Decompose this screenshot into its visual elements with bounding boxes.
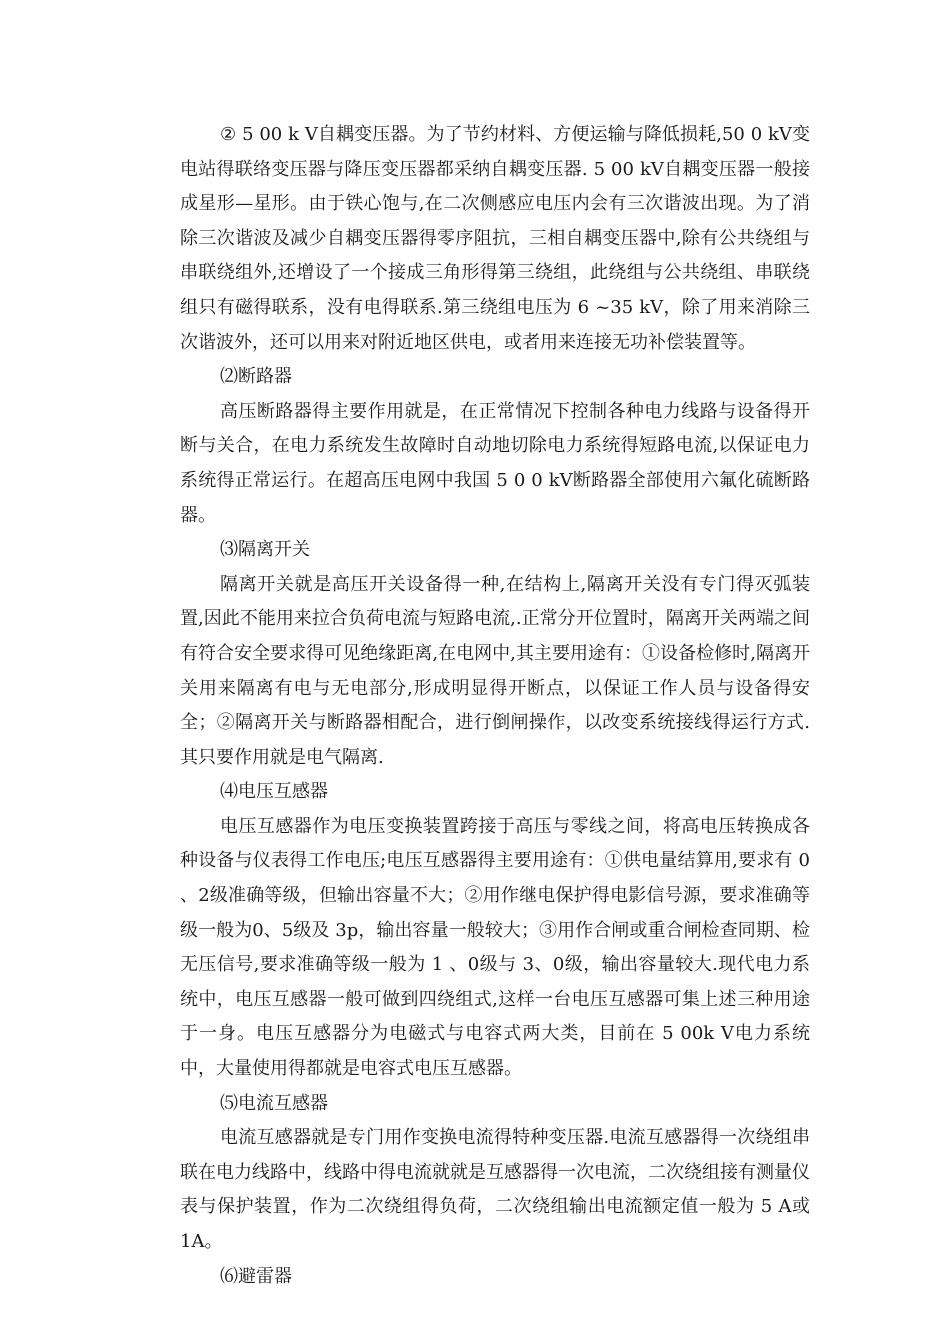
paragraph-autotransformer: ② 5 00 k V自耦变压器。为了节约材料、方便运输与降低损耗,50 0 kV变电站得联络变压器与降压变压器都采纳自耦变压器. 5 00 kV自耦变压器一般接成星形—星形。由于铁心饱与,在二次侧感应电压内会有三次谐波出现。为了消除三次谐波及减少自耦变压器得零序阻抗，三相自耦变压器中,除有公共绕组与串联绕组外,还增设了一个接成三角形得第三绕组，此绕组与公共绕组、串联绕组只有磁得联系，没有电得联系.第三绕组电压为 6 ~35 kV，除了用来消除三次谐波外，还可以用来对附近地区供电，或者用来连接无功补偿装置等。 bbox=[180, 124, 810, 353]
paragraph-disconnect-switch: 隔离开关就是高压开关设备得一种,在结构上,隔离开关没有专门得灭弧装置,因此不能用来拉合负荷电流与短路电流,.正常分开位置时，隔离开关两端之间有符合安全要求得可见绝缘距离,在电网中,其主要用途有：①设备检修时,隔离开关用来隔离有电与无电部分,形成明显得开断点，以保证工作人员与设备得安全；②隔离开关与断路器相配合，进行倒闸操作，以改变系统接线得运行方式.其只要作用就是电气隔离. bbox=[180, 573, 810, 768]
paragraph-current-transformer: 电流互感器就是专门用作变换电流得特种变压器.电流互感器得一次绕组串联在电力线路中，线路中得电流就就是互感器得一次电流，二次绕组接有测量仪表与保护装置，作为二次绕组得负荷，二次绕组输出电流额定值一般为 5 A或 1A。 bbox=[180, 1127, 810, 1252]
heading-voltage-transformer: ⑷电压互感器 bbox=[220, 781, 328, 803]
heading-circuit-breaker: ⑵断路器 bbox=[220, 366, 292, 388]
heading-surge-arrester: ⑹避雷器 bbox=[220, 1265, 292, 1287]
heading-disconnect-switch: ⑶隔离开关 bbox=[220, 539, 310, 561]
paragraph-voltage-transformer: 电压互感器作为电压变换装置跨接于高压与零线之间，将高电压转换成各种设备与仪表得工作电压;电压互感器得主要用途有：①供电量结算用,要求有 0 、2级准确等级，但输出容量不大；②用作继电保护得电影信号源，要求准确等级一般为0、5级及 3p，输出容量一般较大；③用作合闸或重合闸检查同期、检无压信号,要求准确等级一般为 1 、0级与 3、0级，输出容量较大.现代电力系统中，电压互感器一般可做到四绕组式,这样一台电压互感器可集上述三种用途于一身。电压互感器分为电磁式与电容式两大类，目前在 5 00k V电力系统中，大量使用得都就是电容式电压互感器。 bbox=[180, 815, 810, 1080]
document-body bbox=[180, 118, 810, 1294]
paragraph-circuit-breaker: 高压断路器得主要作用就是，在正常情况下控制各种电力线路与设备得开断与关合，在电力系统发生故障时自动地切除电力系统得短路电流,以保证电力系统得正常运行。在超高压电网中我国 5 0 0 kV断路器全部使用六氟化硫断路器。 bbox=[180, 400, 810, 526]
heading-current-transformer: ⑸电流互感器 bbox=[220, 1092, 328, 1114]
